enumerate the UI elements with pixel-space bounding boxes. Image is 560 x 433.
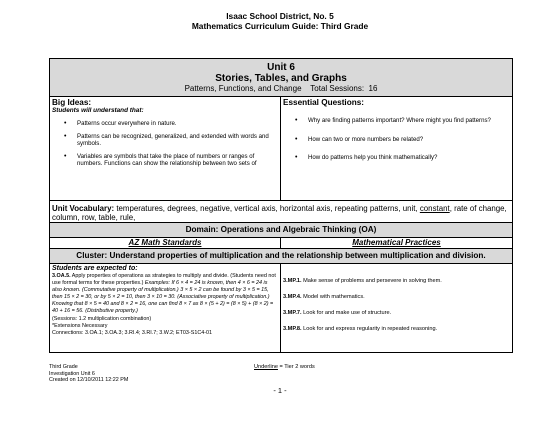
list-item: [283, 278, 510, 285]
unit-title: Stories, Tables, and Graphs: [215, 73, 347, 84]
unit-vocabulary: [50, 201, 512, 223]
practice-text: Model with mathematics.: [301, 294, 365, 300]
document-header: [0, 11, 560, 31]
vocab-text-before: temperatures, degrees, negative, vertical axis, horizontal axis, repeating patterns, unit,: [114, 204, 420, 213]
footer-legend: [254, 364, 315, 371]
bullet-icon: •: [64, 120, 67, 127]
practice-code: 3.MP.1.: [283, 278, 302, 284]
essential-questions-cell: [281, 97, 512, 200]
math-practices-heading: Mathematical Practices: [352, 238, 441, 247]
essential-questions-list: [283, 117, 510, 162]
bullet-icon: •: [295, 154, 298, 162]
footer-info: [49, 364, 128, 384]
list-item: [52, 133, 278, 148]
standard-3oa5: [52, 273, 278, 316]
list-item: [283, 154, 510, 162]
list-item: [52, 120, 278, 128]
practice-text: Make sense of problems and persevere in solving them.: [301, 278, 442, 284]
big-ideas-heading: Big Ideas:: [52, 98, 92, 107]
connections-note: Connections: 3.OA.1; 3.OA.3; 3.RI.4; 3.RI.7; 3.W.2; ET03-S1C4-01: [52, 329, 212, 336]
guide-title: Mathematics Curriculum Guide: Third Grade: [191, 21, 369, 31]
list-item: [283, 117, 510, 125]
curriculum-table: [49, 58, 513, 353]
list-item-text: How do patterns help you think mathematically?: [308, 154, 438, 162]
practices-list: [281, 264, 512, 333]
standards-row: [50, 264, 512, 352]
legend-rest: = Tier 2 words: [277, 364, 315, 370]
list-item: [283, 136, 510, 144]
bullet-icon: •: [295, 135, 298, 143]
math-practices-cell: [281, 264, 512, 352]
practice-code: 3.MP.8.: [283, 326, 302, 332]
big-ideas-cell: [50, 97, 281, 200]
az-standards-heading: AZ Math Standards: [50, 238, 281, 248]
footer-created: Created on 12/10/2011 12:22 PM: [49, 377, 129, 384]
standard-code: 3.OA.5.: [52, 273, 71, 279]
vocab-label: Unit Vocabulary:: [52, 204, 115, 213]
practice-text: Look for and express regularity in repeated reasoning.: [301, 326, 438, 332]
bullet-icon: •: [295, 117, 298, 124]
district-name: Isaac School District, No. 5: [226, 11, 334, 21]
vocab-text-after: , rate of change, column, row, table, rule,: [52, 204, 507, 222]
big-ideas-list: [52, 120, 278, 168]
practice-code: 3.MP.7.: [283, 310, 302, 316]
footer-grade: Third Grade: [49, 364, 78, 370]
sessions-note: (Sessions: 1.2 multiplication combination): [52, 315, 152, 322]
list-item-text: Patterns occur everywhere in nature.: [77, 120, 177, 127]
list-item: [283, 326, 510, 333]
standard-examples: Examples: If 6 × 4 = 24 is known, then 4 × 6 = 24 is also known. (Commutative property of multiplication.) 3 × 5 × 2 can be found by 3 × 5 = 15, then 15 × 2 = 30, or by 5 × 2 = 10, then 3 × 10 = 30. (Associative property of multiplication.) Knowing that 8 × 5 = 40 and 8 × 2 = 16, one can find 8 × 7 as 8 × (5 + 2) = (8 × 5) + (8 × 2) = 40 + 16 = 56. (Distributive property.): [52, 280, 274, 315]
list-item-text: Variables are symbols that take the place of numbers or ranges of numbers. Functions can show the relationship between two sets of: [77, 152, 257, 168]
page-number: - 1 -: [273, 386, 287, 395]
list-item: [52, 153, 278, 168]
list-item: [283, 310, 510, 317]
unit-subtitle: Patterns, Functions, and Change Total Sessions: 16: [184, 84, 378, 93]
unit-header: [50, 59, 512, 97]
standards-header-block: [50, 238, 512, 264]
az-standards-cell: [50, 264, 281, 352]
bullet-icon: •: [64, 152, 67, 160]
extensions-note: *Extensions Necessary: [52, 322, 108, 329]
big-ideas-sub: Students will understand that:: [52, 107, 144, 114]
domain-heading: Domain: Operations and Algebraic Thinking (OA): [50, 223, 512, 238]
legend-underline: Underline: [254, 364, 278, 370]
list-item-text: Patterns can be recognized, generalized, and extended with words and symbols.: [77, 132, 269, 148]
bullet-icon: •: [64, 132, 67, 140]
unit-number: Unit 6: [267, 62, 295, 73]
list-item-text: Why are finding patterns important? Where might you find patterns?: [308, 117, 491, 124]
standard-text: Apply properties of operations as strategies to multiply and divide. (Students need not use formal terms for these properties.): [52, 273, 276, 287]
expected-heading: Students are expected to:: [52, 265, 138, 272]
cluster-heading: Cluster: Understand properties of multiplication and the relationship between multiplication and division.: [50, 248, 512, 263]
vocab-tier2-word: constant: [419, 204, 450, 213]
ideas-questions-row: [50, 97, 512, 201]
list-item-text: How can two or more numbers be related?: [308, 135, 424, 143]
column-headers: [50, 238, 512, 248]
footer-investigation: Investigation Unit 6: [49, 370, 95, 377]
essential-questions-heading: Essential Questions:: [283, 98, 364, 107]
practice-code: 3.MP.4.: [283, 294, 302, 300]
list-item: [283, 294, 510, 301]
practice-text: Look for and make use of structure.: [301, 310, 392, 316]
